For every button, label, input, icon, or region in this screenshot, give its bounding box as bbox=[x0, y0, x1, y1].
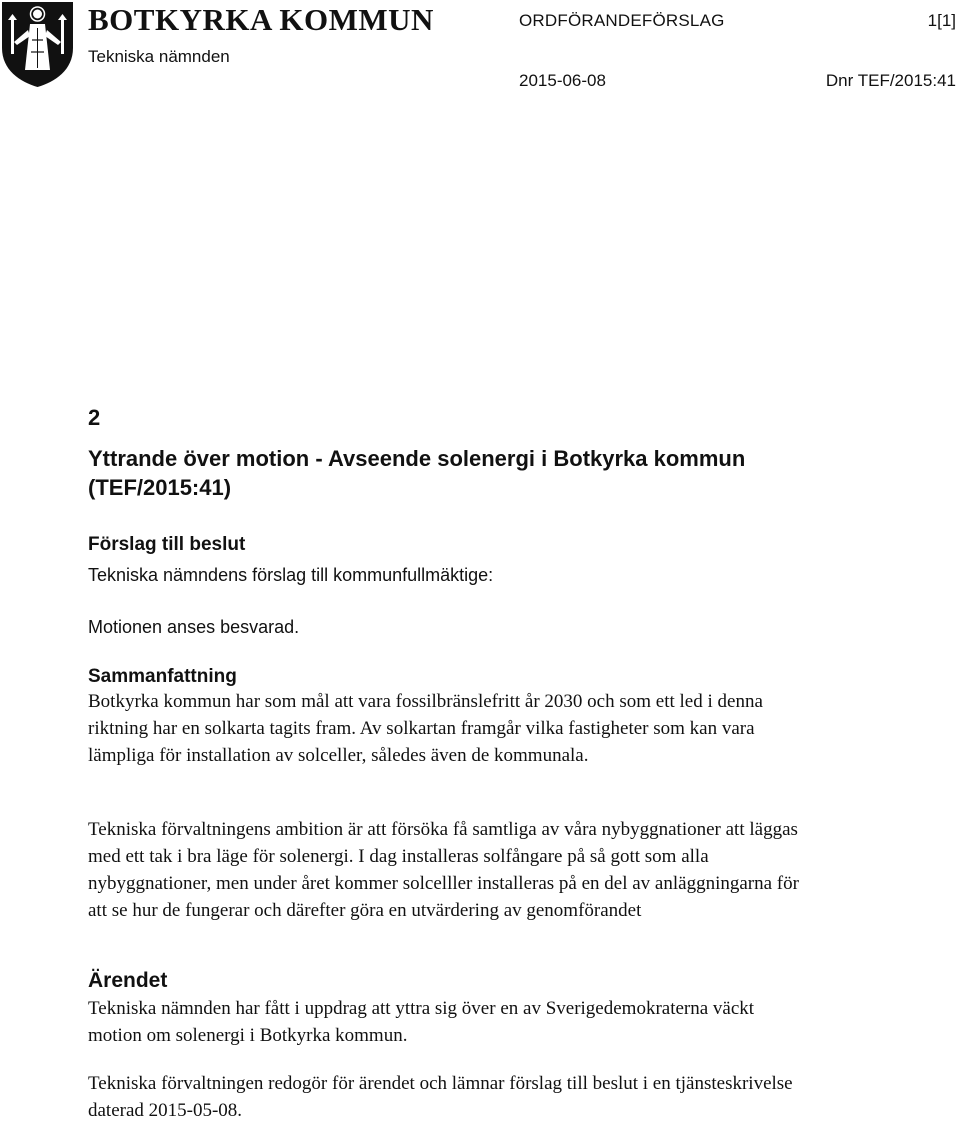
arendet-heading: Ärendet bbox=[88, 969, 168, 992]
case-number: Dnr TEF/2015:41 bbox=[825, 71, 956, 90]
coat-of-arms-icon bbox=[0, 0, 75, 88]
page-title: Yttrande över motion - Avseende solenergi i Botkyrka kommun (TEF/2015:41) bbox=[88, 446, 746, 500]
sammanfattning-heading: Sammanfattning bbox=[88, 666, 237, 687]
document-date: 2015-06-08 bbox=[519, 71, 606, 90]
forslag-decision: Motionen anses besvarad. bbox=[88, 617, 300, 637]
forslag-intro: Tekniska nämndens förslag till kommunfullmäktige: bbox=[88, 565, 494, 585]
page-number: 1[1] bbox=[927, 11, 956, 30]
arendet-paragraph-1: Tekniska nämnden har fått i uppdrag att yttra sig över en av Sverigedemokraterna väckt motion om solenergi i Botkyrka kommun. bbox=[88, 998, 755, 1046]
arendet-paragraph-2: Tekniska förvaltningen redogör för ärendet och lämnar förslag till beslut i en tjänsteskrivelse daterad 2015-05-08. bbox=[88, 1073, 793, 1121]
item-number: 2 bbox=[88, 405, 101, 430]
department-name: Tekniska nämnden bbox=[88, 47, 230, 66]
organization-name: BOTKYRKA KOMMUN bbox=[88, 2, 434, 37]
sammanfattning-paragraph-2: Tekniska förvaltningens ambition är att försöka få samtliga av våra nybyggnationer att läggas med ett tak i bra läge för solenergi. I dag installeras solfångare på så gott som alla nybyggnationer, men under året kommer solcelller installeras på en del av anläggningarna för att se hur de fungerar och därefter göra en utvärdering av genomförandet bbox=[88, 819, 799, 921]
sammanfattning-paragraph-1: Botkyrka kommun har som mål att vara fossilbränslefritt år 2030 och som ett led i denna riktning har en solkarta tagits fram. Av solkartan framgår vilka fastigheter som kan vara lämpliga för installation av solceller, således även de kommunala. bbox=[88, 691, 763, 766]
document-type: ORDFÖRANDEFÖRSLAG bbox=[519, 11, 725, 30]
forslag-heading: Förslag till beslut bbox=[88, 534, 246, 555]
